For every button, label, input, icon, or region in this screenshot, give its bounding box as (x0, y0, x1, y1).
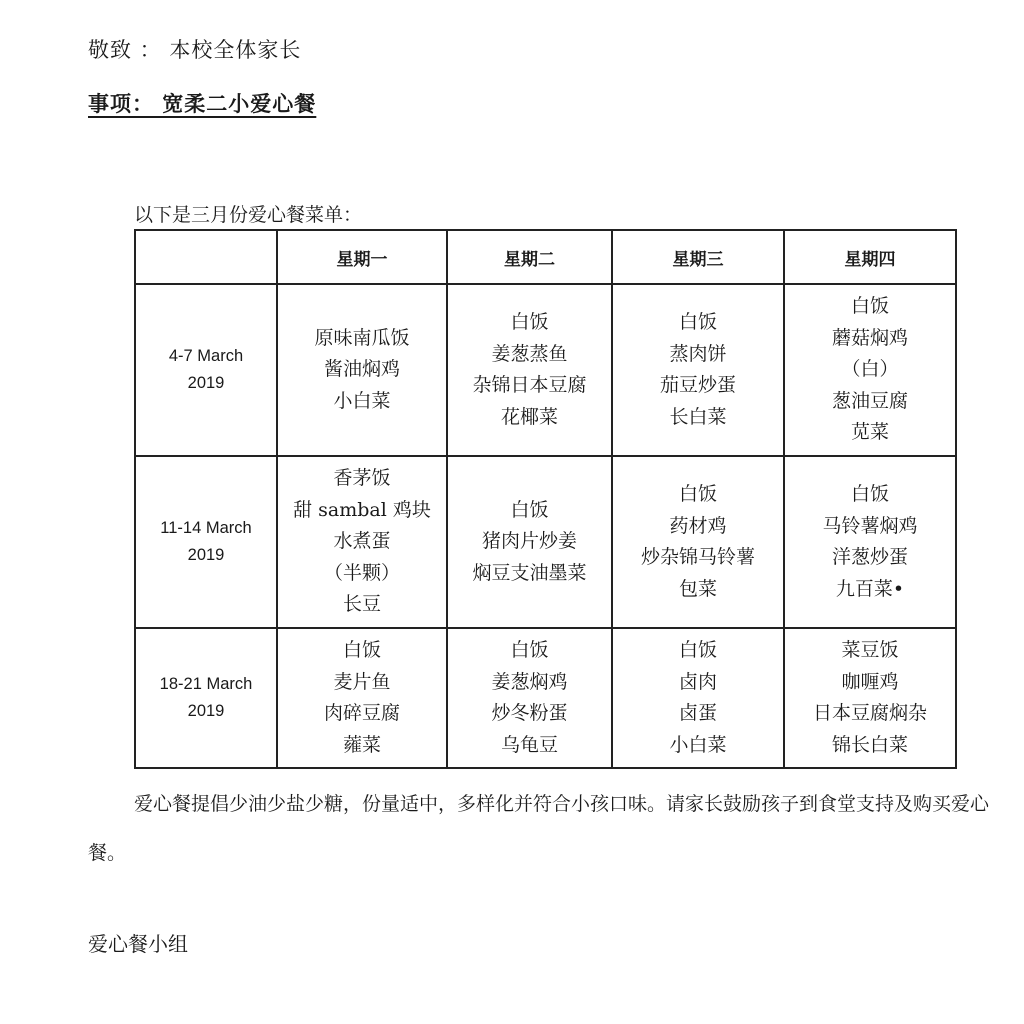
dish: 茄豆炒蛋 (659, 374, 736, 396)
signoff: 爱心餐小组 (88, 932, 188, 956)
menu-intro: 以下是三月份爱心餐菜单： (134, 204, 363, 226)
dish: 卤肉 (678, 670, 717, 693)
dish: 白饭 (678, 639, 717, 661)
menu-table (134, 229, 957, 769)
dish: 水煮蛋 (333, 530, 391, 553)
day-header: 星期二 (447, 230, 612, 284)
week-row (135, 284, 956, 456)
dish: 杂锦日本豆腐 (472, 374, 587, 396)
dish: 长白菜 (669, 405, 727, 428)
day-header: 星期四 (784, 230, 956, 284)
dish: 包菜 (678, 577, 717, 600)
week-range: 4-7 March (168, 347, 244, 365)
week-label (135, 456, 277, 628)
dish: 白饭 (510, 311, 549, 333)
menu-cell (784, 628, 956, 768)
menu-cell (277, 628, 447, 768)
dish: 炒杂锦马铃薯 (640, 546, 755, 568)
dish: 马铃薯焖鸡 (822, 514, 918, 537)
dish: 九百菜• (835, 577, 905, 600)
dish: 白饭 (850, 483, 889, 505)
week-label (135, 628, 277, 768)
dish: 姜葱焖鸡 (491, 670, 568, 693)
dish: 原味南瓜饭 (314, 326, 410, 349)
dish: 菜豆饭 (841, 639, 899, 661)
dish: 白饭 (678, 483, 717, 505)
salutation: 敬致 ： 本校全体家长 (88, 38, 302, 62)
dish: 长豆 (342, 593, 381, 616)
subject-heading: 事项： 宽柔二小爱心餐 (88, 91, 317, 116)
dish: 炒冬粉蛋 (491, 702, 568, 724)
dish: 酱油焖鸡 (323, 358, 400, 381)
dish: 蘑菇焖鸡 (831, 326, 908, 349)
dish: 姜葱蒸鱼 (491, 342, 568, 365)
dish: 白饭 (850, 295, 889, 318)
menu-cell (612, 628, 784, 768)
dish: 白饭 (510, 498, 549, 521)
dish: 白饭 (678, 311, 717, 333)
week-range: 18-21 March (159, 675, 253, 693)
menu-cell (784, 456, 956, 628)
menu-header-row (135, 230, 956, 284)
menu-cell (447, 628, 612, 768)
dish: 小白菜 (669, 733, 727, 756)
dish: （半颗） (323, 561, 400, 584)
menu-cell (784, 284, 956, 456)
week-range: 11-14 March (160, 519, 252, 537)
dish: 葱油豆腐 (831, 389, 908, 412)
closing-paragraph: 爱心餐提倡少油少盐少糖，份量适中，多样化并符合小孩口味。请家长鼓励孩子到食堂支持及购买爱心餐。 (88, 793, 990, 864)
dish: 咖喱鸡 (841, 670, 899, 693)
dish: 苋菜 (850, 421, 889, 444)
dish: 日本豆腐焖杂 (812, 702, 927, 724)
week-year: 2019 (187, 702, 225, 720)
dish: 乌龟豆 (500, 733, 558, 756)
dish: 洋葱炒蛋 (831, 546, 908, 568)
menu-cell (612, 284, 784, 456)
week-year: 2019 (187, 546, 225, 564)
day-header: 星期一 (277, 230, 447, 284)
dish: 香茅饭 (333, 467, 391, 490)
dish: 焖豆支油墨菜 (472, 561, 587, 584)
dish: 白饭 (510, 639, 549, 661)
dish: 白饭 (342, 639, 381, 661)
week-year: 2019 (187, 374, 225, 392)
dish: 蒸肉饼 (669, 342, 727, 365)
dish: 花椰菜 (500, 405, 558, 428)
menu-cell (612, 456, 784, 628)
menu-cell (447, 456, 612, 628)
dish: 小白菜 (333, 389, 391, 412)
week-row (135, 456, 956, 628)
dish: 肉碎豆腐 (323, 702, 400, 724)
day-header: 星期三 (612, 230, 784, 284)
dish: 甜 sambal 鸡块 (293, 498, 431, 521)
week-row (135, 628, 956, 768)
menu-cell (277, 456, 447, 628)
dish: 药材鸡 (669, 514, 727, 537)
menu-cell (277, 284, 447, 456)
dish: 猪肉片炒姜 (481, 530, 577, 553)
week-label (135, 284, 277, 456)
dish: 卤蛋 (678, 702, 717, 724)
dish: 锦长白菜 (831, 733, 908, 756)
dish: 麦片鱼 (333, 670, 391, 693)
dish: 蕹菜 (342, 733, 381, 756)
dish: （白） (841, 358, 899, 381)
menu-corner-cell (135, 230, 277, 284)
menu-cell (447, 284, 612, 456)
